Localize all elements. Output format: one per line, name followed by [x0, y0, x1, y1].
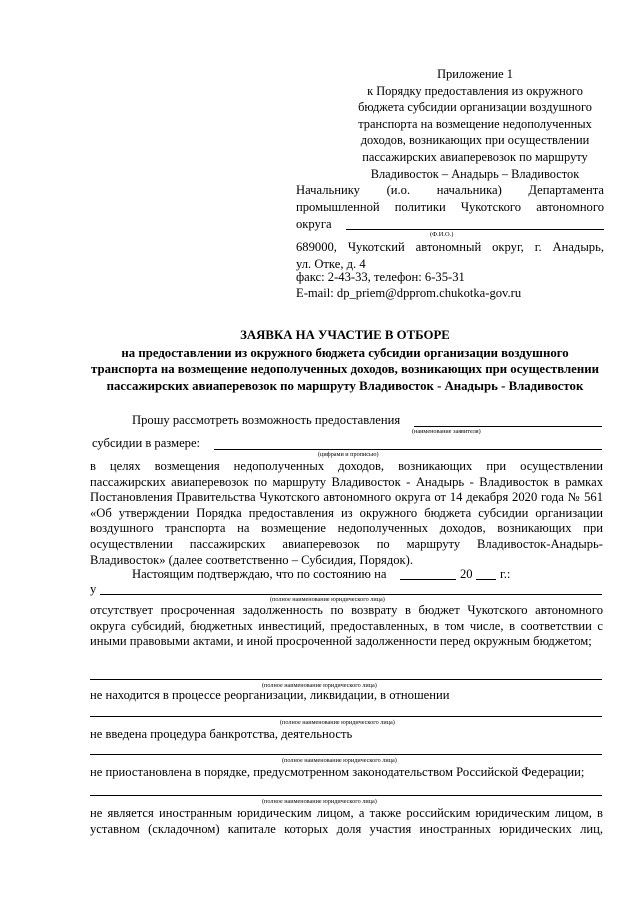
appendix-line: Приложение 1 [437, 67, 513, 81]
legal-entity-field-4[interactable] [90, 754, 602, 755]
bankrupt-text: не введена процедура банкротства, деятельность [90, 727, 353, 741]
legal-entity-field-5[interactable] [90, 795, 602, 796]
applicant-field[interactable] [414, 426, 602, 427]
addressee-line2: промышленной политики Чукотского автономного [296, 200, 604, 214]
amount-field[interactable] [214, 449, 602, 450]
fax-phone: факс: 2-43-33, телефон: 6-35-31 [296, 270, 465, 284]
year-prefix: 20 [460, 567, 473, 581]
legal-entity-caption-2: (полное наименование юридического лица) [262, 682, 377, 689]
legal-entity-field-3[interactable] [90, 716, 602, 717]
year-field[interactable] [476, 579, 496, 580]
date-field[interactable] [400, 579, 456, 580]
legal-entity-caption-1: (полное наименование юридического лица) [270, 596, 385, 603]
legal-entity-field-2[interactable] [90, 679, 602, 680]
legal-entity-field-1[interactable] [100, 594, 602, 595]
suspended-text: не приостановлена в порядке, предусмотренном законодательством Российской Федерации; [90, 765, 585, 779]
legal-entity-caption-5: (полное наименование юридического лица) [262, 798, 377, 805]
title-sub: на предоставлении из окружного бюджета субсидии организации воздушного транспорта на возмещение недополученных доходов, возникающих при осуществлении пассажирских авиаперевозок по маршруту Владивосток - Анадырь - Владивосток [91, 346, 599, 393]
year-suffix: г.: [500, 567, 511, 581]
legal-entity-caption-3: (полное наименование юридического лица) [280, 719, 395, 726]
fio-caption: (Ф.И.О.) [430, 231, 454, 238]
appendix-line: к Порядку предоставления из окружного [367, 83, 583, 98]
email: E-mail: dp_priem@dpprom.chukotka-gov.ru [296, 286, 522, 300]
appendix-line: бюджета субсидии организации воздушного [358, 100, 592, 115]
addressee-line1: Начальнику (и.о. начальника) Департамента [296, 183, 604, 197]
appendix-line: транспорта на возмещение недополученных [358, 116, 592, 131]
appendix-header [330, 66, 620, 182]
amount-label: субсидии в размере: [92, 436, 201, 450]
appendix-line: доходов, возникающих при осуществлении [360, 133, 590, 148]
appendix-line: пассажирских авиаперевозок по маршруту [362, 149, 588, 164]
address-line2: ул. Отке, д. 4 [296, 257, 366, 271]
addressee-line3: округа [296, 217, 332, 231]
amount-caption: (цифрами и прописью) [318, 451, 379, 458]
purpose-paragraph: в целях возмещения недополученных доходов, возникающих при осуществлении пассажирских авиаперевозок по маршруту Владивосток - Анадырь - Владивосток в рамках Постановления Правительства Чукотского автономного округа от 14 декабря 2020 года № 561 «Об утверждении Порядка предоставления из окружного бюджета субсидии организации воздушного транспорта на возмещение недополученных доходов, возникающих при осуществлении пассажирских авиаперевозок по маршруту Владивосток-Анадырь-Владивосток» (далее соответственно – Субсидия, Порядок). [90, 459, 603, 567]
reorg-text: не находится в процессе реорганизации, ликвидации, в отношении [90, 688, 450, 702]
address-line1: 689000, Чукотский автономный округ, г. Анадырь, [296, 240, 604, 254]
applicant-caption: (наименование заявителя) [412, 428, 481, 435]
document-title [90, 327, 600, 394]
confirm-lead: Настоящим подтверждаю, что по состоянию на [132, 567, 387, 581]
foreign-paragraph: не является иностранным юридическим лицом, а также российским юридическим лицом, в уставном (складочном) капитале которых доля участия иностранных юридических лиц, [90, 806, 603, 836]
legal-entity-caption-4: (полное наименование юридического лица) [282, 757, 397, 764]
fio-field[interactable] [346, 229, 604, 230]
u-label: у [90, 582, 97, 596]
title-main: ЗАЯВКА НА УЧАСТИЕ В ОТБОРЕ [240, 328, 450, 342]
debt-paragraph: отсутствует просроченная задолженность по возврату в бюджет Чукотского автономного округа субсидий, бюджетных инвестиций, предоставленных, в том числе, в соответствии с иными правовыми актами, и иной просроченной задолженности перед окружным бюджетом; [90, 603, 603, 649]
request-lead: Прошу рассмотреть возможность предоставления [132, 413, 401, 427]
appendix-line: Владивосток – Анадырь – Владивосток [370, 166, 580, 181]
